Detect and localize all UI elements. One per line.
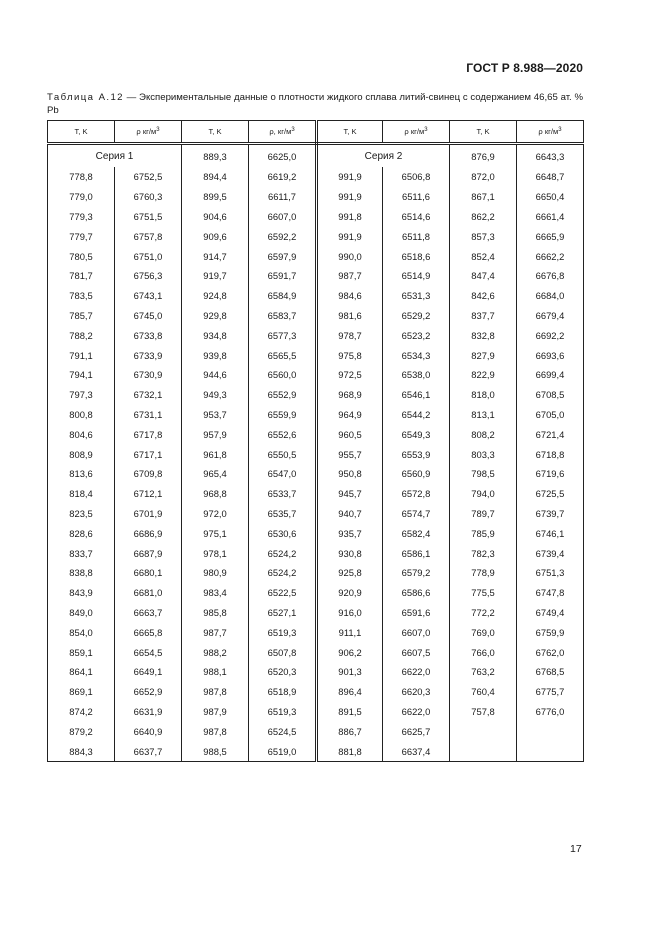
table-cell: 822,9 — [450, 365, 517, 385]
table-cell: 916,0 — [317, 603, 383, 623]
table-cell: 6719,6 — [517, 464, 584, 484]
table-cell: 6560,9 — [383, 464, 450, 484]
table-cell: 987,9 — [182, 702, 249, 722]
table-cell: 6637,7 — [115, 741, 182, 761]
table-cell: 864,1 — [48, 662, 115, 682]
table-cell: 6534,3 — [383, 345, 450, 365]
table-row — [48, 144, 584, 168]
table-cell: 828,6 — [48, 523, 115, 543]
table-cell: 6732,1 — [115, 385, 182, 405]
table-cell: 791,1 — [48, 345, 115, 365]
table-cell: 6717,8 — [115, 424, 182, 444]
table-cell: 881,8 — [317, 741, 383, 761]
table-cell: 6751,3 — [517, 563, 584, 583]
table-row — [48, 286, 584, 306]
table-row — [48, 523, 584, 543]
table-caption-text: — Экспериментальные данные о плотности жидкого сплава литий-свинец с содержанием 46,65 ат. % Pb — [47, 92, 583, 116]
table-cell: 904,6 — [182, 207, 249, 227]
table-cell: 6520,3 — [249, 662, 317, 682]
table-cell: 859,1 — [48, 642, 115, 662]
table-cell: 919,7 — [182, 266, 249, 286]
table-cell: 847,4 — [450, 266, 517, 286]
table-cell: 6577,3 — [249, 325, 317, 345]
table-cell: 874,2 — [48, 702, 115, 722]
table-cell: 6652,9 — [115, 682, 182, 702]
table-cell: 837,7 — [450, 306, 517, 326]
table-cell: 899,5 — [182, 187, 249, 207]
table-cell: 6560,0 — [249, 365, 317, 385]
table-cell: 6622,0 — [383, 662, 450, 682]
header-temperature-2: T, K — [182, 121, 249, 144]
table-cell: 838,8 — [48, 563, 115, 583]
table-cell: 6625,7 — [383, 721, 450, 741]
table-cell: 6643,3 — [517, 144, 584, 168]
table-cell: 778,8 — [48, 167, 115, 187]
table-cell: 823,5 — [48, 504, 115, 524]
table-cell: 798,5 — [450, 464, 517, 484]
series-1-label: Серия 1 — [48, 144, 182, 168]
table-cell: 6552,6 — [249, 424, 317, 444]
table-cell: 6665,9 — [517, 226, 584, 246]
table-cell: 987,8 — [182, 721, 249, 741]
table-cell: 6687,9 — [115, 543, 182, 563]
table-cell: 6533,7 — [249, 484, 317, 504]
table-cell: 965,4 — [182, 464, 249, 484]
table-cell: 914,7 — [182, 246, 249, 266]
table-cell: 6524,5 — [249, 721, 317, 741]
table-cell: 6680,1 — [115, 563, 182, 583]
table-cell: 972,5 — [317, 365, 383, 385]
table-cell: 6591,7 — [249, 266, 317, 286]
table-cell: 781,7 — [48, 266, 115, 286]
table-cell: 6522,5 — [249, 583, 317, 603]
table-cell: 990,0 — [317, 246, 383, 266]
header-density-1: ρ $кг/м^3$ — [115, 121, 182, 144]
table-cell: 6762,0 — [517, 642, 584, 662]
table-row — [48, 504, 584, 524]
table-cell: 827,9 — [450, 345, 517, 365]
table-cell: 991,9 — [317, 167, 383, 187]
table-cell: 6535,7 — [249, 504, 317, 524]
table-row — [48, 207, 584, 227]
table-cell: 6546,1 — [383, 385, 450, 405]
table-cell: 991,9 — [317, 187, 383, 207]
table-cell: 980,9 — [182, 563, 249, 583]
table-cell: 6597,9 — [249, 246, 317, 266]
table-cell: 6519,3 — [249, 622, 317, 642]
table-cell: 772,2 — [450, 603, 517, 623]
table-cell: 6524,2 — [249, 543, 317, 563]
table-cell: 794,0 — [450, 484, 517, 504]
table-cell: 6663,7 — [115, 603, 182, 623]
table-cell: 782,3 — [450, 543, 517, 563]
table-row — [48, 721, 584, 741]
series-2-label: Серия 2 — [317, 144, 450, 168]
table-cell: 6733,8 — [115, 325, 182, 345]
table-cell: 757,8 — [450, 702, 517, 722]
table-caption — [47, 91, 583, 117]
table-cell: 6611,7 — [249, 187, 317, 207]
table-cell: 842,6 — [450, 286, 517, 306]
table-cell: 6518,6 — [383, 246, 450, 266]
table-cell: 978,1 — [182, 543, 249, 563]
table-cell: 6718,8 — [517, 444, 584, 464]
table-cell: 6731,1 — [115, 405, 182, 425]
table-cell: 6607,5 — [383, 642, 450, 662]
table-cell: 901,3 — [317, 662, 383, 682]
table-cell: 949,3 — [182, 385, 249, 405]
table-cell: 6507,8 — [249, 642, 317, 662]
table-cell: 779,7 — [48, 226, 115, 246]
table-row — [48, 484, 584, 504]
table-cell: 886,7 — [317, 721, 383, 741]
table-row — [48, 345, 584, 365]
table-row — [48, 662, 584, 682]
table-cell: 6524,2 — [249, 563, 317, 583]
table-cell: 6662,2 — [517, 246, 584, 266]
table-cell: 925,8 — [317, 563, 383, 583]
table-cell: 6583,7 — [249, 306, 317, 326]
table-cell: 944,6 — [182, 365, 249, 385]
table-body — [48, 144, 584, 762]
table-cell: 6686,9 — [115, 523, 182, 543]
table-cell: 960,5 — [317, 424, 383, 444]
table-cell: 981,6 — [317, 306, 383, 326]
table-cell: 876,9 — [450, 144, 517, 168]
table-cell: 935,7 — [317, 523, 383, 543]
header-density-3: ρ $кг/м^3$ — [383, 121, 450, 144]
table-cell: 813,1 — [450, 405, 517, 425]
table-cell: 6712,1 — [115, 484, 182, 504]
table-cell: 6637,4 — [383, 741, 450, 761]
table-cell: 6550,5 — [249, 444, 317, 464]
table-cell: 804,6 — [48, 424, 115, 444]
table-cell: 6549,3 — [383, 424, 450, 444]
table-cell: 778,9 — [450, 563, 517, 583]
table-cell — [450, 741, 517, 761]
table-cell: 6529,2 — [383, 306, 450, 326]
table-cell: 6584,9 — [249, 286, 317, 306]
table-cell: 6649,1 — [115, 662, 182, 682]
table-cell: 852,4 — [450, 246, 517, 266]
table-cell: 968,9 — [317, 385, 383, 405]
table-cell: 6733,9 — [115, 345, 182, 365]
table-cell: 920,9 — [317, 583, 383, 603]
table-cell: 6506,8 — [383, 167, 450, 187]
table-cell: 879,2 — [48, 721, 115, 741]
table-cell: 763,2 — [450, 662, 517, 682]
table-cell: 6650,4 — [517, 187, 584, 207]
table-cell: 6519,0 — [249, 741, 317, 761]
table-cell: 889,3 — [182, 144, 249, 168]
table-row — [48, 543, 584, 563]
table-cell: 794,1 — [48, 365, 115, 385]
table-cell: 6640,9 — [115, 721, 182, 741]
table-cell: 6574,7 — [383, 504, 450, 524]
table-cell: 6586,1 — [383, 543, 450, 563]
table-cell: 832,8 — [450, 325, 517, 345]
table-cell: 939,8 — [182, 345, 249, 365]
table-cell: 6749,4 — [517, 603, 584, 623]
table-cell: 6518,9 — [249, 682, 317, 702]
table-row — [48, 622, 584, 642]
table-cell: 6511,6 — [383, 187, 450, 207]
table-cell: 930,8 — [317, 543, 383, 563]
table-cell: 6747,8 — [517, 583, 584, 603]
table-cell: 6681,0 — [115, 583, 182, 603]
table-row — [48, 325, 584, 345]
table-cell: 6699,4 — [517, 365, 584, 385]
table-cell: 6739,7 — [517, 504, 584, 524]
table-cell: 6757,8 — [115, 226, 182, 246]
table-cell: 6676,8 — [517, 266, 584, 286]
table-row — [48, 385, 584, 405]
table-cell: 766,0 — [450, 642, 517, 662]
table-cell: 896,4 — [317, 682, 383, 702]
table-cell: 785,9 — [450, 523, 517, 543]
table-cell: 779,3 — [48, 207, 115, 227]
table-cell: 849,0 — [48, 603, 115, 623]
table-cell: 984,6 — [317, 286, 383, 306]
table-cell: 6553,9 — [383, 444, 450, 464]
table-cell: 6591,6 — [383, 603, 450, 623]
table-cell: 803,3 — [450, 444, 517, 464]
table-cell: 783,5 — [48, 286, 115, 306]
table-cell: 862,2 — [450, 207, 517, 227]
table-cell: 6768,5 — [517, 662, 584, 682]
table-cell: 924,8 — [182, 286, 249, 306]
table-cell: 987,7 — [317, 266, 383, 286]
table-cell: 872,0 — [450, 167, 517, 187]
table-cell: 6547,0 — [249, 464, 317, 484]
table-cell: 6620,3 — [383, 682, 450, 702]
table-cell: 6559,9 — [249, 405, 317, 425]
table-cell: 6756,3 — [115, 266, 182, 286]
table-cell: 988,1 — [182, 662, 249, 682]
table-cell: 6743,1 — [115, 286, 182, 306]
table-cell: 6631,9 — [115, 702, 182, 722]
table-cell: 869,1 — [48, 682, 115, 702]
table-cell: 6751,5 — [115, 207, 182, 227]
table-cell: 6530,6 — [249, 523, 317, 543]
table-cell: 6692,2 — [517, 325, 584, 345]
density-table — [47, 120, 584, 762]
table-cell: 775,5 — [450, 583, 517, 603]
table-cell: 961,8 — [182, 444, 249, 464]
table-row — [48, 167, 584, 187]
table-cell: 789,7 — [450, 504, 517, 524]
table-cell: 6523,2 — [383, 325, 450, 345]
table-cell: 6592,2 — [249, 226, 317, 246]
table-cell: 894,4 — [182, 167, 249, 187]
table-cell: 857,3 — [450, 226, 517, 246]
table-cell: 6572,8 — [383, 484, 450, 504]
table-cell: 800,8 — [48, 405, 115, 425]
table-cell: 906,2 — [317, 642, 383, 662]
table-cell: 813,6 — [48, 464, 115, 484]
table-cell: 6527,1 — [249, 603, 317, 623]
table-cell: 785,7 — [48, 306, 115, 326]
table-row — [48, 365, 584, 385]
table-cell: 6665,8 — [115, 622, 182, 642]
table-cell: 6607,0 — [249, 207, 317, 227]
table-cell: 950,8 — [317, 464, 383, 484]
table-cell: 818,4 — [48, 484, 115, 504]
table-row — [48, 741, 584, 761]
table-cell: 6746,1 — [517, 523, 584, 543]
table-cell: 854,0 — [48, 622, 115, 642]
page-number: 17 — [570, 843, 582, 855]
table-cell: 953,7 — [182, 405, 249, 425]
table-cell — [517, 741, 584, 761]
table-cell: 6752,5 — [115, 167, 182, 187]
table-row — [48, 306, 584, 326]
table-cell: 843,9 — [48, 583, 115, 603]
table-row — [48, 226, 584, 246]
header-density-4: ρ $кг/м^3$ — [517, 121, 584, 144]
header-temperature-4: T, K — [450, 121, 517, 144]
table-row — [48, 642, 584, 662]
table-cell: 909,6 — [182, 226, 249, 246]
table-cell: 6514,9 — [383, 266, 450, 286]
table-cell: 911,1 — [317, 622, 383, 642]
table-cell: 6725,5 — [517, 484, 584, 504]
table-cell: 797,3 — [48, 385, 115, 405]
table-cell: 6538,0 — [383, 365, 450, 385]
table-cell: 955,7 — [317, 444, 383, 464]
table-cell: 780,5 — [48, 246, 115, 266]
table-cell: 6751,0 — [115, 246, 182, 266]
header-density-2: ρ, $кг/м^3$ — [249, 121, 317, 144]
table-cell: 6708,5 — [517, 385, 584, 405]
table-cell: 6775,7 — [517, 682, 584, 702]
table-cell: 6684,0 — [517, 286, 584, 306]
table-cell: 6760,3 — [115, 187, 182, 207]
table-row — [48, 603, 584, 623]
table-cell: 975,8 — [317, 345, 383, 365]
table-cell: 6730,9 — [115, 365, 182, 385]
table-cell: 6531,3 — [383, 286, 450, 306]
table-row — [48, 246, 584, 266]
table-cell: 6579,2 — [383, 563, 450, 583]
table-row — [48, 405, 584, 425]
table-row — [48, 424, 584, 444]
table-cell: 788,2 — [48, 325, 115, 345]
header-temperature-1: T, K — [48, 121, 115, 144]
table-cell: 760,4 — [450, 682, 517, 702]
table-cell: 808,9 — [48, 444, 115, 464]
table-cell: 975,1 — [182, 523, 249, 543]
table-cell: 968,8 — [182, 484, 249, 504]
document-code: ГОСТ Р 8.988—2020 — [466, 61, 583, 75]
table-cell — [450, 721, 517, 741]
table-cell: 6709,8 — [115, 464, 182, 484]
header-temperature-3: T, K — [317, 121, 383, 144]
table-cell: 6739,4 — [517, 543, 584, 563]
table-cell: 6519,3 — [249, 702, 317, 722]
table-row — [48, 464, 584, 484]
table-cell: 6745,0 — [115, 306, 182, 326]
table-cell: 6544,2 — [383, 405, 450, 425]
table-cell: 6622,0 — [383, 702, 450, 722]
table-cell: 6619,2 — [249, 167, 317, 187]
table-cell — [517, 721, 584, 741]
table-cell: 6625,0 — [249, 144, 317, 168]
table-cell: 988,5 — [182, 741, 249, 761]
table-cell: 6701,9 — [115, 504, 182, 524]
table-cell: 985,8 — [182, 603, 249, 623]
table-caption-label: Таблица А.12 — [47, 92, 124, 103]
table-cell: 6654,5 — [115, 642, 182, 662]
table-cell: 988,2 — [182, 642, 249, 662]
table-cell: 6679,4 — [517, 306, 584, 326]
table-cell: 779,0 — [48, 187, 115, 207]
table-cell: 884,3 — [48, 741, 115, 761]
table-cell: 6705,0 — [517, 405, 584, 425]
table-cell: 6582,4 — [383, 523, 450, 543]
table-cell: 6552,9 — [249, 385, 317, 405]
table-cell: 867,1 — [450, 187, 517, 207]
table-cell: 940,7 — [317, 504, 383, 524]
table-cell: 6721,4 — [517, 424, 584, 444]
table-cell: 769,0 — [450, 622, 517, 642]
table-row — [48, 187, 584, 207]
table-cell: 934,8 — [182, 325, 249, 345]
table-cell: 6693,6 — [517, 345, 584, 365]
table-row — [48, 563, 584, 583]
table-cell: 964,9 — [317, 405, 383, 425]
table-cell: 833,7 — [48, 543, 115, 563]
table-cell: 6717,1 — [115, 444, 182, 464]
table-cell: 991,9 — [317, 226, 383, 246]
table-cell: 6514,6 — [383, 207, 450, 227]
table-cell: 972,0 — [182, 504, 249, 524]
table-header-row — [48, 121, 584, 144]
table-cell: 983,4 — [182, 583, 249, 603]
table-cell: 929,8 — [182, 306, 249, 326]
table-cell: 987,7 — [182, 622, 249, 642]
table-cell: 818,0 — [450, 385, 517, 405]
table-cell: 991,8 — [317, 207, 383, 227]
table-row — [48, 702, 584, 722]
table-row — [48, 266, 584, 286]
table-cell: 808,2 — [450, 424, 517, 444]
table-cell: 987,8 — [182, 682, 249, 702]
table-cell: 978,7 — [317, 325, 383, 345]
table-row — [48, 444, 584, 464]
table-cell: 6759,9 — [517, 622, 584, 642]
table-cell: 6511,8 — [383, 226, 450, 246]
table-cell: 6661,4 — [517, 207, 584, 227]
table-cell: 6607,0 — [383, 622, 450, 642]
table-cell: 945,7 — [317, 484, 383, 504]
table-row — [48, 583, 584, 603]
table-cell: 6648,7 — [517, 167, 584, 187]
table-cell: 957,9 — [182, 424, 249, 444]
table-cell: 891,5 — [317, 702, 383, 722]
table-cell: 6776,0 — [517, 702, 584, 722]
table-cell: 6586,6 — [383, 583, 450, 603]
table-cell: 6565,5 — [249, 345, 317, 365]
table-row — [48, 682, 584, 702]
